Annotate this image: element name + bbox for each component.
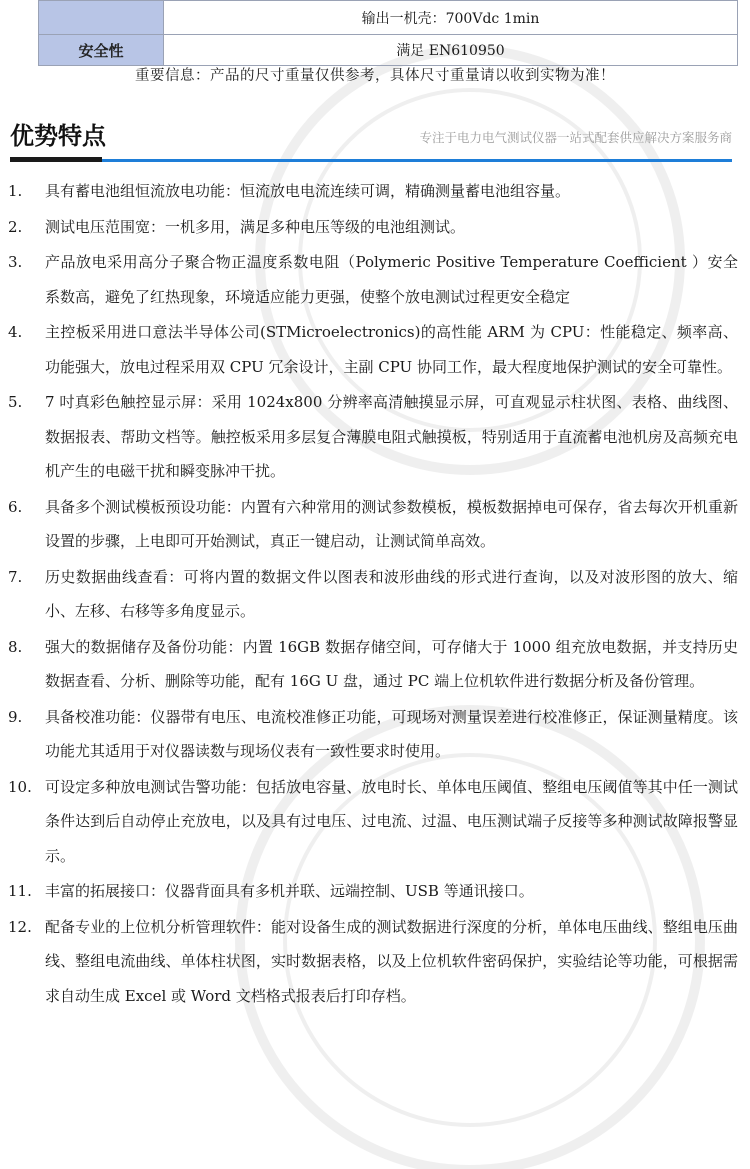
feature-text: 产品放电采用高分子聚合物正温度系数电阻（Polymeric Positive Temperature Coefficient ）安全系数高，避免了红热现象，环境适应能力更强，使整个放电测试过程更安全稳定: [45, 253, 738, 306]
feature-text: 具备校准功能：仪器带有电压、电流校准修正功能，可现场对测量误差进行校准修正，保证测量精度。该功能尤其适用于对仪器读数与现场仪表有一致性要求时使用。: [45, 707, 738, 760]
feature-number: 4.: [8, 323, 23, 341]
feature-item: [0, 700, 750, 769]
feature-number: 1.: [8, 182, 23, 200]
feature-text: 可设定多种放电测试告警功能：包括放电容量、放电时长、单体电压阈值、整组电压阈值等其中任一测试条件达到后自动停止充放电，以及具有过电压、过电流、过温、电压测试端子反接等多种测试故障报警显示。: [45, 777, 738, 865]
feature-item: [0, 210, 750, 245]
feature-number: 8.: [8, 637, 23, 656]
section-title: 优势特点: [10, 122, 106, 150]
feature-number: 5.: [8, 393, 23, 411]
spec-label-empty: [39, 1, 164, 35]
feature-text: 丰富的拓展接口：仪器背面具有多机并联、远端控制、USB 等通讯接口。: [45, 882, 534, 900]
feature-item: [0, 770, 750, 874]
feature-item: [0, 385, 750, 489]
feature-item: [0, 315, 750, 384]
feature-number: 6.: [8, 497, 23, 516]
feature-text: 主控板采用进口意法半导体公司(STMicroelectronics)的高性能 ARM 为 CPU：性能稳定、频率高、功能强大，放电过程采用双 CPU 冗余设计，主副 CPU 协同工作，最大程度地保护测试的安全可靠性。: [45, 323, 738, 376]
spec-table: [38, 0, 738, 66]
section-underline-dark: [10, 157, 102, 162]
feature-item: [0, 560, 750, 629]
feature-number: 3.: [8, 253, 23, 271]
feature-text: 测试电压范围宽：一机多用，满足多种电压等级的电池组测试。: [45, 217, 466, 236]
feature-number: 11.: [8, 882, 32, 900]
feature-text: 配备专业的上位机分析管理软件：能对设备生成的测试数据进行深度的分析，单体电压曲线、整组电压曲线、整组电流曲线、单体柱状图，实时数据表格，以及上位机软件密码保护，实验结论等功能，可根据需求自动生成 Excel 或 Word 文档格式报表后打印存档。: [45, 917, 738, 1005]
feature-text: 具备多个测试模板预设功能：内置有六种常用的测试参数模板，模板数据掉电可保存，省去每次开机重新设置的步骤，上电即可开始测试，真正一键启动，让测试简单高效。: [45, 497, 738, 550]
feature-item: [0, 174, 750, 209]
feature-item: [0, 874, 750, 909]
feature-number: 12.: [8, 917, 32, 936]
feature-number: 2.: [8, 217, 23, 236]
spec-label-safety: 安全性: [39, 35, 164, 66]
spec-value-output-case: 输出一机壳：700Vdc 1min: [164, 1, 738, 35]
feature-text: 7 吋真彩色触控显示屏：采用 1024x800 分辨率高清触摸显示屏，可直观显示柱状图、表格、曲线图、数据报表、帮助文档等。触控板采用多层复合薄膜电阻式触摸板，特别适用于直流蓄电池机房及高频充电机产生的电磁干扰和瞬变脉冲干扰。: [45, 393, 738, 480]
feature-number: 10.: [8, 777, 32, 796]
feature-item: [0, 910, 750, 1014]
feature-number: 9.: [8, 707, 23, 726]
feature-item: [0, 245, 750, 314]
section-subtitle: 专注于电力电气测试仪器一站式配套供应解决方案服务商: [419, 130, 732, 145]
feature-item: [0, 630, 750, 699]
important-notice: 重要信息：产品的尺寸重量仅供参考，具体尺寸重量请以收到实物为准！: [135, 68, 615, 84]
section-header: [10, 116, 732, 162]
feature-list: [0, 174, 750, 1013]
section-underline-blue: [102, 159, 732, 162]
feature-item: [0, 490, 750, 559]
spec-value-safety: 满足 EN610950: [164, 35, 738, 66]
feature-text: 历史数据曲线查看：可将内置的数据文件以图表和波形曲线的形式进行查询，以及对波形图的放大、缩小、左移、右移等多角度显示。: [45, 567, 738, 620]
feature-text: 强大的数据储存及备份功能：内置 16GB 数据存储空间，可存储大于 1000 组充放电数据，并支持历史数据查看、分析、删除等功能，配有 16G U 盘，通过 PC 端上位机软件进行数据分析及备份管理。: [45, 637, 738, 690]
feature-number: 7.: [8, 567, 23, 586]
feature-text: 具有蓄电池组恒流放电功能：恒流放电电流连续可调，精确测量蓄电池组容量。: [45, 182, 571, 200]
